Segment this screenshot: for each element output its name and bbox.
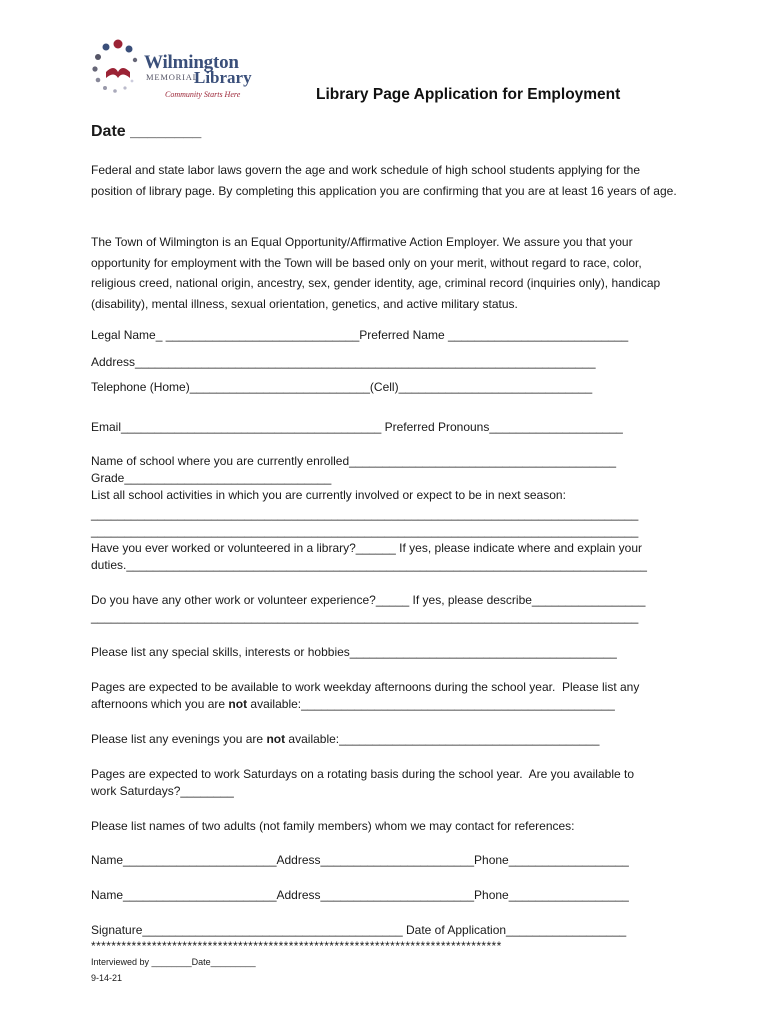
- logo-tagline: Community Starts Here: [165, 90, 241, 99]
- reference-1-field[interactable]: Name_______________________Address_______________________Phone__________________: [91, 853, 629, 867]
- signature-field[interactable]: Signature_______________________________________ Date of Application__________________: [91, 923, 627, 937]
- logo-wordmark: Wilmington: [144, 52, 239, 73]
- page-title: Library Page Application for Employment: [316, 86, 621, 103]
- weekday-availability-text: Pages are expected to be available to work weekday afternoons during the school year. Please list any: [91, 680, 640, 694]
- evenings-not-emphasis: not: [266, 732, 286, 746]
- skills-field[interactable]: Please list any special skills, interests or hobbies________________________________________: [91, 645, 617, 659]
- logo-library: Library: [194, 68, 252, 87]
- address-field[interactable]: Address_____________________________________________________________________: [91, 355, 596, 369]
- volunteer-question[interactable]: Do you have any other work or volunteer experience?_____ If yes, please describe_________________: [91, 593, 646, 607]
- interviewed-by-field[interactable]: Interviewed by ________Date_________: [91, 957, 256, 967]
- evenings-text-a: Please list any evenings you are: [91, 732, 267, 746]
- weekday-text-c: available:_______________________________________________: [247, 697, 615, 711]
- reference-2-field[interactable]: Name_______________________Address_______________________Phone__________________: [91, 888, 629, 902]
- telephone-field[interactable]: Telephone (Home)___________________________(Cell)_____________________________: [91, 380, 593, 394]
- logo-dots-icon: [88, 38, 148, 98]
- library-duties-field[interactable]: duties.______________________________________________________________________________: [91, 558, 647, 572]
- volunteer-line[interactable]: __________________________________________________________________________________: [91, 610, 639, 624]
- references-label: Please list names of two adults (not family members) whom we may contact for references:: [91, 819, 575, 833]
- labor-law-paragraph: Federal and state labor laws govern the age and work schedule of high school students applying for the position of library page. By completing this application you are confirming that you are at least 16 years of age.: [91, 163, 677, 198]
- weekday-not-emphasis: not: [228, 697, 248, 711]
- activities-line-2[interactable]: __________________________________________________________________________________: [91, 524, 639, 538]
- saturday-field[interactable]: work Saturdays?________: [91, 784, 234, 798]
- saturday-text: Pages are expected to work Saturdays on a rotating basis during the school year. Are you available to: [91, 767, 634, 781]
- logo-memorial: MEMORIAL: [146, 72, 199, 82]
- evenings-text-c: available:_______________________________________: [285, 732, 600, 746]
- evenings-availability-field[interactable]: [91, 732, 599, 746]
- weekday-text-a: afternoons which you are: [91, 697, 229, 711]
- email-field[interactable]: Email_______________________________________ Preferred Pronouns____________________: [91, 420, 623, 434]
- weekday-availability-field[interactable]: [91, 697, 615, 711]
- legal-name-field[interactable]: Legal Name_ _____________________________Preferred Name ___________________________: [91, 328, 629, 342]
- grade-field[interactable]: Grade_______________________________: [91, 471, 332, 485]
- library-logo: [88, 38, 258, 104]
- library-experience-question[interactable]: Have you ever worked or volunteered in a library?______ If yes, please indicate where and explain your: [91, 541, 642, 555]
- activities-line-1[interactable]: __________________________________________________________________________________: [91, 507, 639, 521]
- date-field[interactable]: Date ________: [91, 123, 202, 140]
- form-version: 9-14-21: [91, 973, 123, 983]
- eeo-paragraph: The Town of Wilmington is an Equal Opportunity/Affirmative Action Employer. We assure you that your opportunity for employment with the Town will be based only on your merit, without regard to race, color, religious creed, national origin, ancestry, sex, gender identity, age, criminal record (inquiries only), handicap (disability), mental illness, sexual orientation, genetics, and active military status.: [91, 235, 661, 311]
- activities-label: List all school activities in which you are currently involved or expect to be in next season:: [91, 488, 566, 502]
- separator-stars: *********************************************************************************: [91, 939, 502, 953]
- school-field[interactable]: Name of school where you are currently enrolled________________________________________: [91, 454, 617, 468]
